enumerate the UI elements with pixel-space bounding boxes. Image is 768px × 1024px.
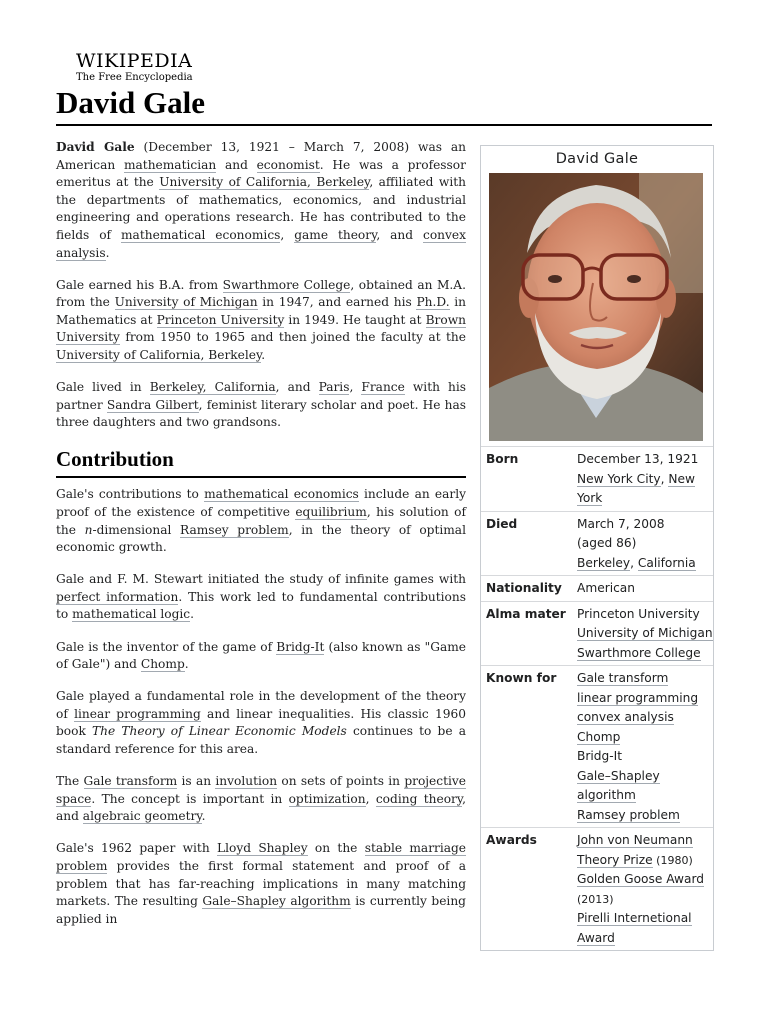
book-title: The Theory of Linear Economic Models — [92, 724, 347, 739]
link-ramsey-problem[interactable]: Ramsey problem — [180, 522, 289, 537]
text: Gale and F. M. Stewart initiated the study of infinite games with — [56, 572, 466, 587]
link-von-neumann-prize[interactable]: John von Neumann Theory Prize — [577, 833, 693, 867]
text: (also known as "Game of Gale") and — [56, 639, 466, 672]
link-game-theory[interactable]: game theory — [294, 227, 377, 242]
birth-date: December 13, 1921 — [577, 452, 699, 466]
text: from 1950 to 1965 and then joined the faculty at the — [119, 330, 466, 345]
text: in Mathematics at — [56, 295, 467, 327]
separator: , — [630, 555, 638, 570]
infobox-row-known-for — [481, 665, 713, 827]
wikipedia-wordmark: WIKIPEDIA — [76, 50, 193, 72]
text: Gale is the inventor of the game of — [56, 639, 277, 654]
death-place — [577, 554, 713, 574]
contribution-paragraph-3 — [56, 639, 466, 674]
link-linear-programming[interactable]: linear programming — [74, 706, 201, 721]
text: , affiliated with the departments of mathematics, economics, and industrial engineering and operations research. He has contributed to the fields of — [56, 175, 467, 242]
text: is currently being applied in — [56, 894, 466, 926]
link-berkeley-california[interactable]: Berkeley, California — [149, 380, 276, 395]
text: and linear inequalities. His classic 1960 book — [56, 706, 466, 739]
text: in 1947, and earned his — [257, 295, 417, 310]
link-berkeley[interactable]: Berkeley — [577, 555, 631, 570]
link-known-gale-transform[interactable]: Gale transform — [577, 671, 669, 685]
link-projective-space[interactable]: projective space — [56, 774, 466, 806]
title-divider — [56, 124, 712, 126]
link-stable-marriage-problem[interactable]: stable marriage problem — [56, 841, 467, 873]
text: . The concept is important in — [91, 791, 289, 806]
infobox-row-awards — [481, 827, 713, 950]
link-new-york[interactable]: New York — [577, 471, 695, 505]
infobox-title: David Gale — [555, 151, 639, 167]
link-involution[interactable]: involution — [215, 774, 278, 789]
text: Gale earned his B.A. from — [56, 277, 223, 292]
infobox-row-died — [481, 511, 713, 576]
link-economist[interactable]: economist — [256, 157, 320, 172]
text: with his partner — [56, 380, 466, 412]
text: (December 13, 1921 – March 7, 2008) was an American — [56, 140, 467, 172]
birth-place — [577, 470, 713, 509]
link-uc-berkeley-2[interactable]: University of California, Berkeley — [56, 348, 262, 363]
infobox-value-nationality: American — [577, 581, 635, 595]
infobox-value-alma-mater — [577, 605, 713, 664]
link-pirelli-award[interactable]: Pirelli Internetional Award — [577, 911, 692, 945]
infobox-label-known-for: Known for — [486, 671, 557, 685]
intro-paragraph-3 — [56, 379, 466, 432]
link-bridg-it[interactable]: Bridg-It — [276, 639, 325, 654]
text: on sets of points in — [277, 774, 405, 789]
infobox-label-awards: Awards — [486, 833, 537, 847]
wikipedia-tagline: The Free Encyclopedia — [76, 72, 193, 83]
death-date: March 7, 2008 — [577, 516, 665, 531]
link-gale-transform[interactable]: Gale transform — [83, 774, 178, 789]
contribution-paragraph-6 — [56, 840, 466, 928]
link-mathematician[interactable]: mathematician — [123, 157, 217, 172]
link-algebraic-geometry[interactable]: algebraic geometry — [82, 809, 202, 824]
intro-paragraph-2 — [56, 277, 466, 365]
link-coding-theory[interactable]: coding theory — [375, 791, 463, 806]
wikipedia-logo[interactable] — [76, 50, 196, 84]
link-alma-swarthmore-college[interactable]: Swarthmore College — [577, 645, 701, 660]
link-known-convex-analysis[interactable]: convex analysis — [577, 710, 674, 724]
infobox-label-born: Born — [486, 452, 519, 466]
text: , and — [376, 227, 424, 242]
infobox-label-died: Died — [486, 516, 518, 531]
text: Gale's 1962 paper with — [56, 841, 217, 856]
text: on the — [307, 841, 365, 856]
text: . — [261, 348, 266, 363]
text: , in the theory of optimal economic growth. — [56, 522, 466, 555]
link-lloyd-shapley[interactable]: Lloyd Shapley — [217, 841, 308, 856]
contribution-paragraph-2 — [56, 571, 466, 624]
article-body — [56, 139, 466, 943]
link-perfect-information[interactable]: perfect information — [56, 589, 179, 604]
text: is an — [177, 774, 216, 789]
link-swarthmore-college[interactable]: Swarthmore College — [222, 277, 351, 292]
infobox-value-known-for — [577, 669, 713, 825]
text: , — [280, 227, 295, 242]
text: Gale played a fundamental role in the development of the theory of — [56, 689, 466, 721]
infobox-row-born — [481, 446, 713, 511]
award-year: (2013) — [577, 892, 614, 906]
text: . — [105, 245, 110, 260]
infobox-value-awards — [577, 831, 713, 948]
link-equilibrium[interactable]: equilibrium — [295, 505, 367, 519]
link-california[interactable]: California — [637, 555, 696, 570]
link-golden-goose-award[interactable]: Golden Goose Award — [577, 872, 705, 886]
text: in 1949. He taught at — [284, 312, 426, 327]
text: , and — [275, 380, 319, 395]
text: , — [365, 791, 376, 806]
text: , — [349, 380, 362, 395]
text: -dimensional — [92, 522, 181, 537]
text: , and — [56, 791, 466, 824]
left-eye — [548, 275, 562, 283]
known-for-item: Bridg-It — [577, 749, 623, 763]
subject-name: David Gale — [56, 140, 135, 154]
text: . He was a professor emeritus at the — [56, 157, 466, 190]
link-new-york-city[interactable]: New York City — [577, 471, 661, 486]
text: , obtained an M.A. from the — [56, 277, 466, 310]
link-optimization[interactable]: optimization — [288, 791, 366, 806]
infobox — [480, 145, 714, 951]
link-convex-analysis[interactable]: convex analysis — [56, 227, 466, 260]
link-chomp[interactable]: Chomp — [140, 657, 185, 672]
link-mathematical-economics-2[interactable]: mathematical economics — [204, 487, 359, 502]
infobox-row-alma-mater — [481, 601, 713, 666]
link-princeton-university[interactable]: Princeton University — [156, 312, 285, 327]
text: . — [184, 657, 189, 672]
link-france[interactable]: France — [361, 380, 405, 395]
link-sandra-gilbert[interactable]: Sandra Gilbert — [106, 397, 199, 412]
text: The — [56, 774, 84, 789]
alma-mater-item: Princeton University — [577, 606, 700, 621]
link-university-of-michigan[interactable]: University of Michigan — [114, 295, 258, 310]
infobox-value-died — [577, 515, 713, 574]
italic-n: n — [84, 522, 93, 537]
contribution-paragraph-5 — [56, 773, 466, 826]
link-mathematical-logic[interactable]: mathematical logic — [72, 607, 191, 622]
page-title: David Gale — [56, 85, 205, 120]
text: continues to be a standard reference for this area. — [56, 724, 466, 757]
link-brown-university[interactable]: Brown University — [56, 312, 466, 345]
infobox-row-nationality — [481, 575, 713, 601]
right-eye — [627, 275, 641, 283]
infobox-label-nationality: Nationality — [486, 581, 562, 595]
award-year: (1980) — [652, 853, 693, 867]
infobox-label-alma-mater: Alma mater — [486, 606, 566, 621]
link-known-gale-shapley-algorithm[interactable]: Gale–Shapley algorithm — [577, 768, 660, 802]
link-known-chomp[interactable]: Chomp — [577, 729, 621, 744]
text: provides the first formal statement and proof of a problem that has far-reaching implications in many matching markets. The resulting — [56, 859, 466, 909]
separator: , — [660, 471, 669, 486]
link-phd[interactable]: Ph.D. — [416, 295, 450, 310]
link-alma-university-of-michigan[interactable]: University of Michigan — [577, 626, 713, 640]
text: , feminist literary scholar and poet. He has three daughters and two grandsons. — [56, 397, 466, 430]
link-uc-berkeley[interactable]: University of California, Berkeley — [159, 175, 370, 190]
text: . — [201, 809, 206, 824]
link-known-linear-programming[interactable]: linear programming — [577, 690, 699, 705]
text: Gale lived in — [56, 380, 150, 395]
link-known-ramsey-problem[interactable]: Ramsey problem — [577, 807, 680, 822]
text: . — [190, 607, 195, 622]
text: . This work led to fundamental contributions to — [56, 589, 467, 622]
link-gale-shapley-algorithm[interactable]: Gale–Shapley algorithm — [202, 894, 351, 909]
intro-paragraph-1 — [56, 139, 466, 262]
portrait-photo[interactable] — [489, 173, 703, 441]
text: Gale's contributions to — [56, 487, 205, 502]
link-mathematical-economics[interactable]: mathematical economics — [121, 227, 281, 242]
text: include an early proof of the existence of competitive — [56, 487, 466, 519]
contribution-paragraph-1 — [56, 486, 466, 556]
contribution-paragraph-4 — [56, 688, 466, 758]
text: and — [216, 157, 257, 172]
text: , his solution of the — [56, 505, 466, 537]
link-paris[interactable]: Paris — [318, 380, 350, 395]
death-age: (aged 86) — [577, 536, 637, 550]
infobox-value-born — [577, 450, 713, 509]
section-heading-contribution: Contribution — [56, 446, 466, 478]
